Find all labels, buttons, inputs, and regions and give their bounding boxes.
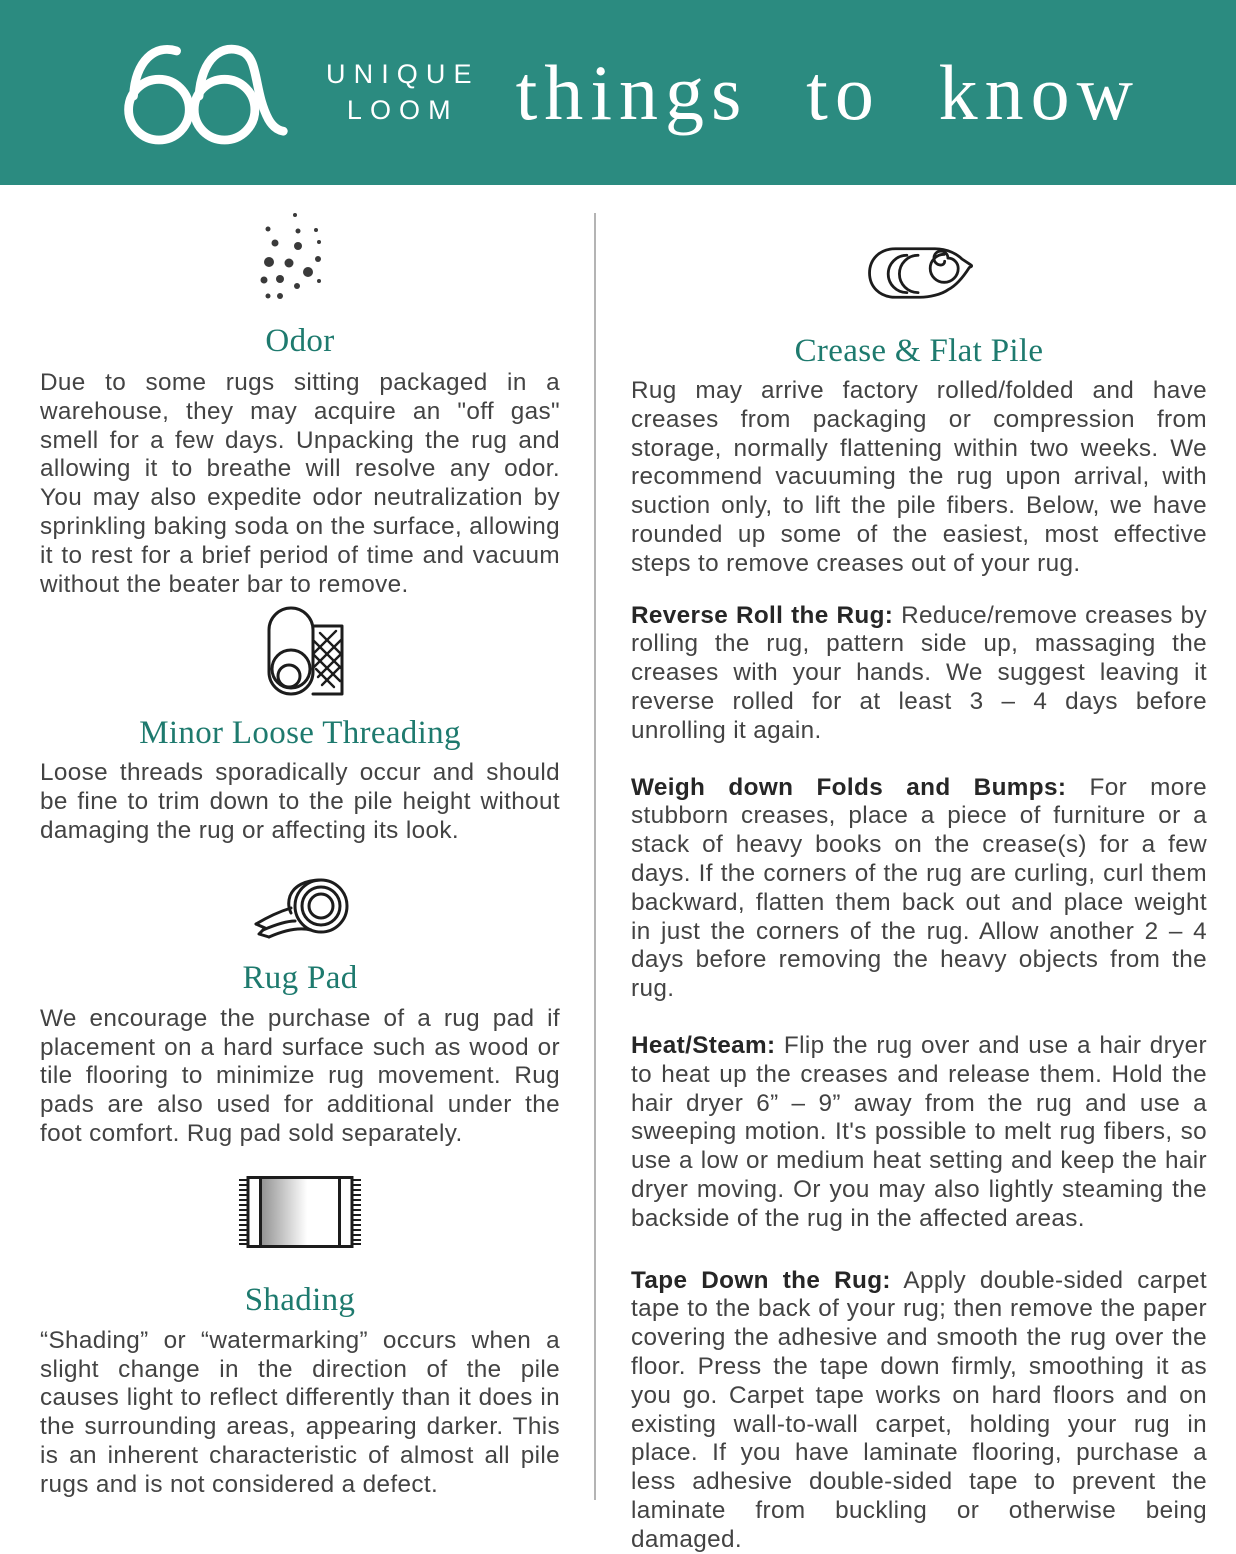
tip-tape-down — [631, 1267, 1207, 1554]
fringed-rug-shading-icon — [238, 1175, 362, 1249]
rug-pad-tape-roll-icon — [245, 874, 355, 940]
section-odor — [40, 209, 560, 599]
header-banner — [0, 0, 1236, 185]
section-minor-loose-threading — [40, 605, 560, 845]
unique-loom-logo-icon — [110, 35, 296, 151]
tip-text: Apply double-sided carpet tape to the back of your rug; then remove the paper covering the adhesive and smooth the rug over the floor. Press the tape down firmly, smoothing it as you go. Carpet tape works on hard floors and on existing wall-to-wall carpet, holding your rug in place. If you have laminate flooring, purchase a less adhesive double-sided tape to prevent the laminate from buckling or otherwise being damaged. — [631, 1266, 1207, 1553]
right-column — [631, 185, 1207, 1554]
tip-text: Reduce/remove creases by rolling the rug, pattern side up, massaging the creases with your hands. We suggest leaving it reverse rolled for at least 3 – 4 days before unrolling it again. — [631, 601, 1207, 744]
brand-name — [326, 57, 480, 128]
section-body: “Shading” or “watermarking” occurs when a slight change in the direction of the pile causes light to reflect differently than it does in the surrounding areas, appearing darker. This is an inherent characteristic of almost all pile rugs and is not considered a defect. — [40, 1326, 560, 1498]
brand-line-unique: UNIQUE — [326, 58, 480, 89]
tip-label: Weigh down Folds and Bumps: — [631, 773, 1067, 801]
tip-reverse-roll — [631, 602, 1207, 746]
left-column — [40, 185, 560, 1500]
section-body: Rug may arrive factory rolled/folded and have creases from packaging or compression from storage, normally flattening within two weeks. We recommend vacuuming the rug upon arrival, with suction only, to lift the pile fibers. Below, we have rounded up some of the easiest, most effective steps to remove creases out of your rug. — [631, 377, 1207, 577]
page-title: things to know — [515, 48, 1140, 136]
section-heading: Minor Loose Threading — [139, 715, 461, 752]
tip-text: For more stubborn creases, place a piece of furniture or a stack of heavy books on the crease(s) for a few days. If the corners of the rug are curling, curl them backward, flatten them back out and place weight in just the corners of the rug. Allow another 2 – 4 days before removing the heavy objects from the rug. — [631, 773, 1207, 1003]
section-body: Loose threads sporadically occur and should be fine to trim down to the pile height without damaging the rug or affecting its look. — [40, 759, 560, 844]
tip-text: Flip the rug over and use a hair dryer to heat up the creases and release them. Hold the hair dryer 6” – 9” away from the rug and use a sweeping motion. It's possible to melt rug fibers, so use a low or medium heat setting and keep the hair dryer moving. Or you may also lightly steaming the backside of the rug in the affected areas. — [631, 1031, 1207, 1232]
section-rug-pad — [40, 872, 560, 1149]
tip-label: Reverse Roll the Rug: — [631, 601, 894, 629]
content — [0, 185, 1236, 1554]
rolled-rug-crosshatch-icon — [256, 605, 344, 697]
section-shading — [40, 1175, 560, 1500]
section-heading: Crease & Flat Pile — [794, 333, 1044, 369]
tip-weigh-down — [631, 774, 1207, 1004]
brand-logo-group — [110, 35, 480, 151]
brand-line-loom: LOOM — [346, 94, 459, 125]
section-body: Due to some rugs sitting packaged in a warehouse, they may acquire an "off gas" smell for a few days. Unpacking the rug and allowing it to breathe will resolve any odor. You may also expedite odor neutralization by sprinkling baking soda on the surface, allowing it to rest for a brief period of time and vacuum without the beater bar to remove. — [40, 369, 560, 598]
section-heading: Odor — [265, 323, 335, 359]
section-heading: Shading — [244, 1281, 356, 1318]
column-divider — [594, 213, 596, 1500]
tip-heat-steam — [631, 1032, 1207, 1234]
tip-label: Tape Down the Rug: — [631, 1266, 891, 1294]
tip-label: Heat/Steam: — [631, 1031, 776, 1059]
section-body: We encourage the purchase of a rug pad if placement on a hard surface such as wood or tile flooring to minimize rug movement. Rug pads are also used for additional under the foot comfort. Rug pad sold separately. — [40, 1004, 560, 1147]
section-heading: Rug Pad — [242, 959, 358, 996]
rolled-rug-side-spiral-icon — [860, 245, 978, 301]
odor-specks-icon — [244, 209, 356, 305]
